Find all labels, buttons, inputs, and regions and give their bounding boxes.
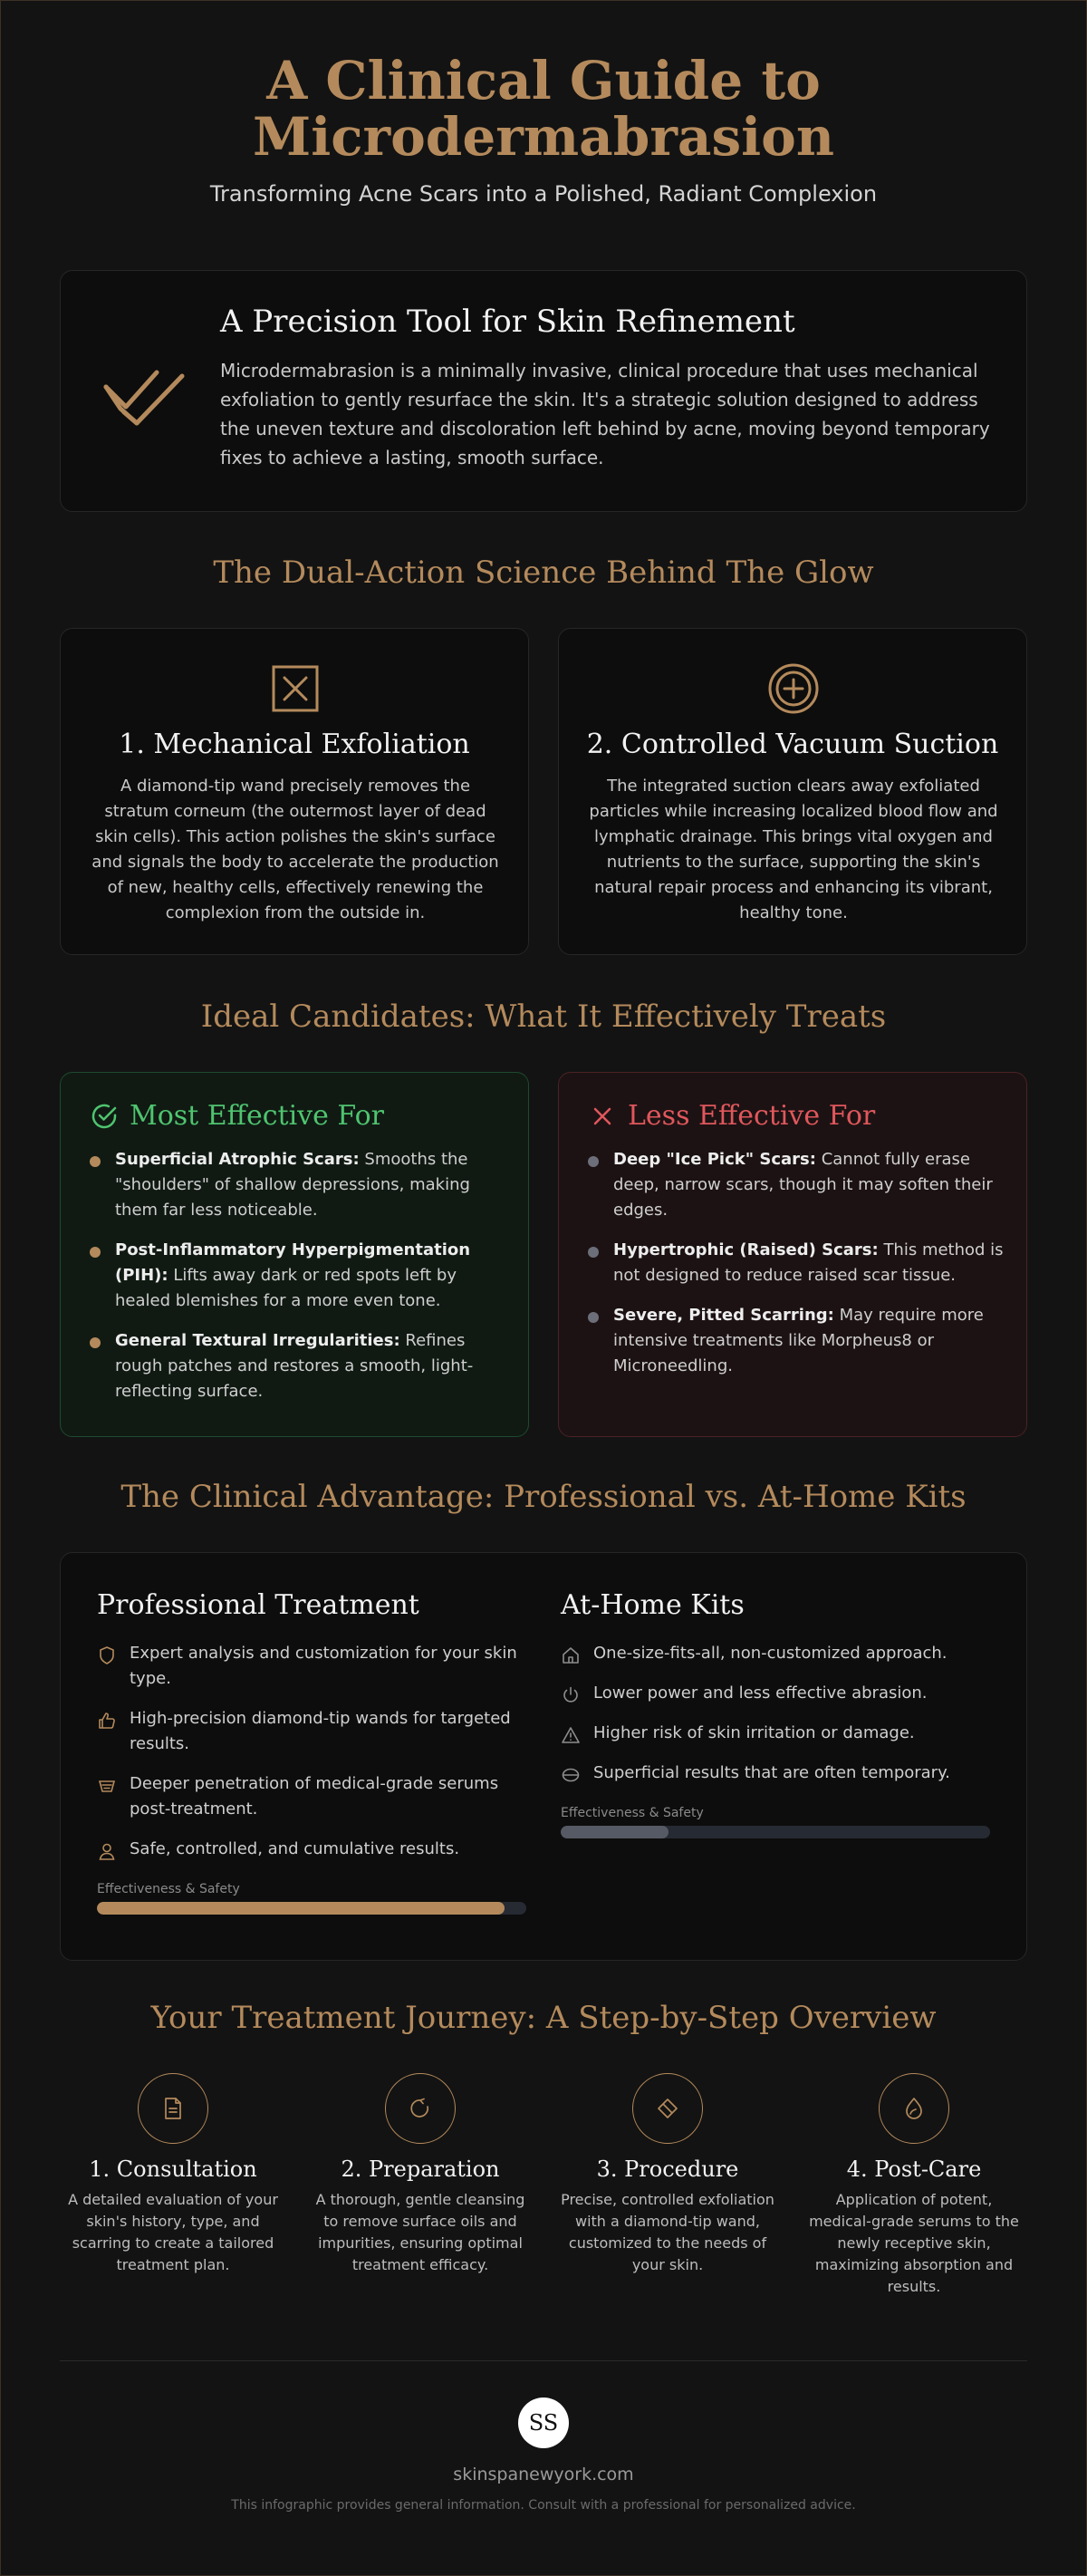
site-link[interactable]: skinspanewyork.com — [453, 2465, 634, 2484]
check-circle-icon — [90, 1102, 119, 1131]
effectiveness-bar — [97, 1902, 526, 1915]
most-effective-card — [60, 1072, 529, 1437]
disclaimer-text: This infographic provides general information. Consult with a professional for personalized advice. — [231, 2498, 856, 2513]
power-icon — [561, 1685, 581, 1705]
item-desc: Cannot fully erase deep, narrow scars, though it may soften their edges. — [613, 1150, 993, 1220]
candidates-title: Ideal Candidates: What It Effectively Treats — [200, 999, 887, 1035]
list-item — [97, 1706, 526, 1757]
bullet-dot — [588, 1156, 599, 1167]
science-card-exfoliation — [60, 628, 529, 955]
less-effective-heading: Less Effective For — [628, 1100, 876, 1132]
droplet-icon — [901, 2096, 927, 2121]
item-term: Post-Inflammatory Hyperpigmentation (PIH): — [115, 1240, 471, 1285]
brand-logo[interactable] — [518, 2398, 569, 2448]
most-effective-heading: Most Effective For — [130, 1100, 385, 1132]
step-icon-circle — [632, 2073, 703, 2144]
less-effective-card — [558, 1072, 1027, 1437]
science-card-text: A diamond-tip wand precisely removes the stratum corneum (the outermost layer of dead skin cells). This action polishes the skin's surface and signals the body to accelerate the production of new, healthy cells, effectively renewing the complexion from the outside in. — [91, 777, 499, 922]
list-item — [90, 1328, 506, 1404]
page-title — [0, 50, 1087, 168]
shield-icon — [97, 1645, 117, 1665]
bullet-dot — [90, 1156, 101, 1167]
effectiveness-label: Effectiveness & Safety — [561, 1806, 704, 1820]
item-desc: Lifts away dark or red spots left by healed blemishes for a more even tone. — [115, 1266, 457, 1310]
user-icon — [97, 1841, 117, 1861]
step-heading: 4. Post-Care — [846, 2156, 982, 2182]
professional-column — [97, 1589, 526, 1915]
step-consultation — [60, 2073, 286, 2276]
step-icon-circle — [385, 2073, 456, 2144]
journey-title: Your Treatment Journey: A Step-by-Step Overview — [150, 2000, 937, 2036]
item-text: Higher risk of skin irritation or damage. — [593, 1723, 915, 1742]
serum-icon — [97, 1776, 117, 1796]
footer-divider — [60, 2360, 1027, 2361]
list-item — [90, 1147, 506, 1223]
list-item — [561, 1681, 990, 1706]
item-text: Superficial results that are often temporary. — [593, 1763, 950, 1782]
bullet-dot — [588, 1247, 599, 1258]
item-text: Deeper penetration of medical-grade serums post-treatment. — [130, 1774, 499, 1819]
page-subtitle: Transforming Acne Scars into a Polished, Radiant Complexion — [209, 181, 878, 207]
effectiveness-bar-fill — [97, 1902, 505, 1915]
at-home-column — [561, 1589, 990, 1838]
step-icon-circle — [879, 2073, 949, 2144]
list-item — [588, 1147, 1005, 1223]
title-line-2: Microdermabrasion — [253, 106, 834, 168]
item-term: Deep "Ice Pick" Scars: — [613, 1150, 816, 1169]
at-home-heading: At-Home Kits — [561, 1589, 745, 1621]
list-item — [90, 1238, 506, 1314]
advantage-title: The Clinical Advantage: Professional vs. At-Home Kits — [120, 1479, 967, 1515]
step-procedure — [554, 2073, 781, 2276]
most-effective-list — [90, 1147, 506, 1419]
square-x-icon — [268, 661, 322, 716]
science-card-suction — [558, 628, 1027, 955]
item-desc: May require more intensive treatments like Morpheus8 or Microneedling. — [613, 1306, 984, 1375]
list-item — [97, 1641, 526, 1692]
less-effective-list — [588, 1147, 1005, 1394]
item-desc: This method is not designed to reduce raised scar tissue. — [613, 1240, 1004, 1285]
science-card-text: The integrated suction clears away exfoliated particles while increasing localized blood flow and lymphatic drainage. This brings vital oxygen and nutrients to the surface, supporting the skin's natural repair process and enhancing its vibrant, healthy tone. — [589, 777, 998, 922]
x-icon — [588, 1102, 617, 1131]
double-check-icon — [101, 345, 188, 432]
item-term: Superficial Atrophic Scars: — [115, 1150, 360, 1169]
item-text: One-size-fits-all, non-customized approach. — [593, 1644, 948, 1663]
effectiveness-bar-fill — [561, 1826, 669, 1838]
science-title: The Dual-Action Science Behind The Glow — [213, 555, 874, 591]
item-text: Safe, controlled, and cumulative results. — [130, 1839, 460, 1858]
science-card-heading: 2. Controlled Vacuum Suction — [586, 728, 999, 760]
disc-icon — [561, 1765, 581, 1785]
home-icon — [561, 1645, 581, 1665]
bullet-dot — [90, 1247, 101, 1258]
item-text: Expert analysis and customization for your skin type. — [130, 1644, 517, 1688]
step-heading: 1. Consultation — [89, 2156, 257, 2182]
logo-mark — [525, 2405, 562, 2441]
step-text: A detailed evaluation of your skin's history, type, and scarring to create a tailored treatment plan. — [68, 2191, 278, 2273]
effectiveness-bar — [561, 1826, 990, 1838]
science-card-heading: 1. Mechanical Exfoliation — [119, 728, 470, 760]
svg-text:SS: SS — [528, 2410, 559, 2436]
item-desc: Smooths the "shoulders" of shallow depressions, making them far less noticeable. — [115, 1150, 470, 1220]
document-icon — [160, 2096, 186, 2121]
intro-heading: A Precision Tool for Skin Refinement — [220, 304, 795, 340]
list-item — [561, 1641, 990, 1666]
step-heading: 2. Preparation — [341, 2156, 500, 2182]
at-home-list — [561, 1641, 990, 1786]
intro-card — [60, 270, 1027, 512]
refresh-icon — [408, 2096, 433, 2121]
step-post-care — [801, 2073, 1027, 2298]
header — [0, 50, 1087, 207]
item-term: General Textural Irregularities: — [115, 1331, 400, 1350]
professional-heading: Professional Treatment — [97, 1589, 419, 1621]
bullet-dot — [588, 1312, 599, 1323]
journey-steps — [60, 2073, 1027, 2295]
item-desc: Refines rough patches and restores a smooth, light-reflecting surface. — [115, 1331, 474, 1401]
step-preparation — [307, 2073, 534, 2276]
list-item — [97, 1771, 526, 1822]
step-icon-circle — [138, 2073, 208, 2144]
intro-text: Microdermabrasion is a minimally invasive, clinical procedure that uses mechanical exfoliation to gently resurface the skin. It's a strategic solution designed to address the uneven texture and discoloration left behind by acne, moving beyond temporary fixes to achieve a lasting, smooth surface. — [220, 360, 990, 468]
step-text: Application of potent, medical-grade serums to the newly receptive skin, maximizing absorption and results. — [809, 2191, 1019, 2295]
list-item — [561, 1761, 990, 1786]
item-term: Severe, Pitted Scarring: — [613, 1306, 834, 1325]
professional-list — [97, 1641, 526, 1862]
item-text: Lower power and less effective abrasion. — [593, 1684, 928, 1703]
list-item — [561, 1721, 990, 1746]
list-item — [588, 1303, 1005, 1379]
comparison-card — [60, 1552, 1027, 1961]
item-term: Hypertrophic (Raised) Scars: — [613, 1240, 879, 1259]
step-text: A thorough, gentle cleansing to remove surface oils and impurities, ensuring optimal treatment efficacy. — [315, 2191, 525, 2273]
warning-icon — [561, 1725, 581, 1745]
bullet-dot — [90, 1337, 101, 1348]
step-heading: 3. Procedure — [596, 2156, 739, 2182]
eraser-icon — [655, 2096, 680, 2121]
item-text: High-precision diamond-tip wands for targeted results. — [130, 1709, 511, 1753]
circle-plus-icon — [766, 661, 821, 716]
step-text: Precise, controlled exfoliation with a diamond-tip wand, customized to the needs of your skin. — [561, 2191, 774, 2273]
thumbs-up-icon — [97, 1711, 117, 1731]
list-item — [97, 1837, 526, 1862]
title-line-1: A Clinical Guide to — [266, 50, 821, 111]
list-item — [588, 1238, 1005, 1288]
effectiveness-label: Effectiveness & Safety — [97, 1882, 240, 1896]
